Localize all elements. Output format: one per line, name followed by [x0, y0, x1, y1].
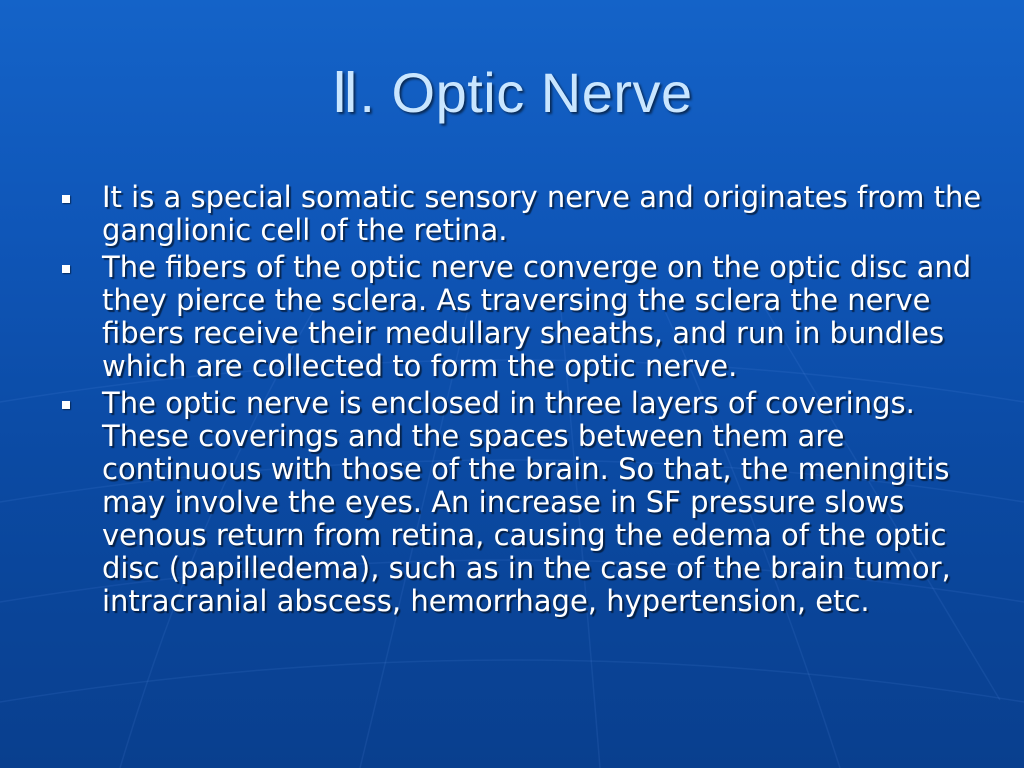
bullet-item	[62, 387, 982, 618]
bullet-text: The optic nerve is enclosed in three layers of coverings. These coverings and the spaces between them are continuous with those of the brain. So that, the meningitis may involve the eyes. An increase in SF pressure slows venous return from retina, causing the edema of the optic disc (papilledema), such as in the case of the brain tumor, intracranial abscess, hemorrhage, hypertension, etc.	[102, 386, 951, 618]
square-bullet-icon	[62, 265, 70, 273]
bullet-item	[62, 251, 982, 383]
bullet-list	[62, 181, 982, 622]
bullet-item	[62, 181, 982, 247]
square-bullet-icon	[62, 195, 70, 203]
bullet-text: It is a special somatic sensory nerve and originates from the ganglionic cell of the retina.	[102, 180, 982, 247]
square-bullet-icon	[62, 401, 70, 409]
slide-title: Ⅱ. Optic Nerve	[331, 61, 693, 124]
bullet-text: The fibers of the optic nerve converge on the optic disc and they pierce the sclera. As traversing the sclera the nerve fibers receive their medullary sheaths, and run in bundles which are collected to form the optic nerve.	[102, 250, 972, 383]
